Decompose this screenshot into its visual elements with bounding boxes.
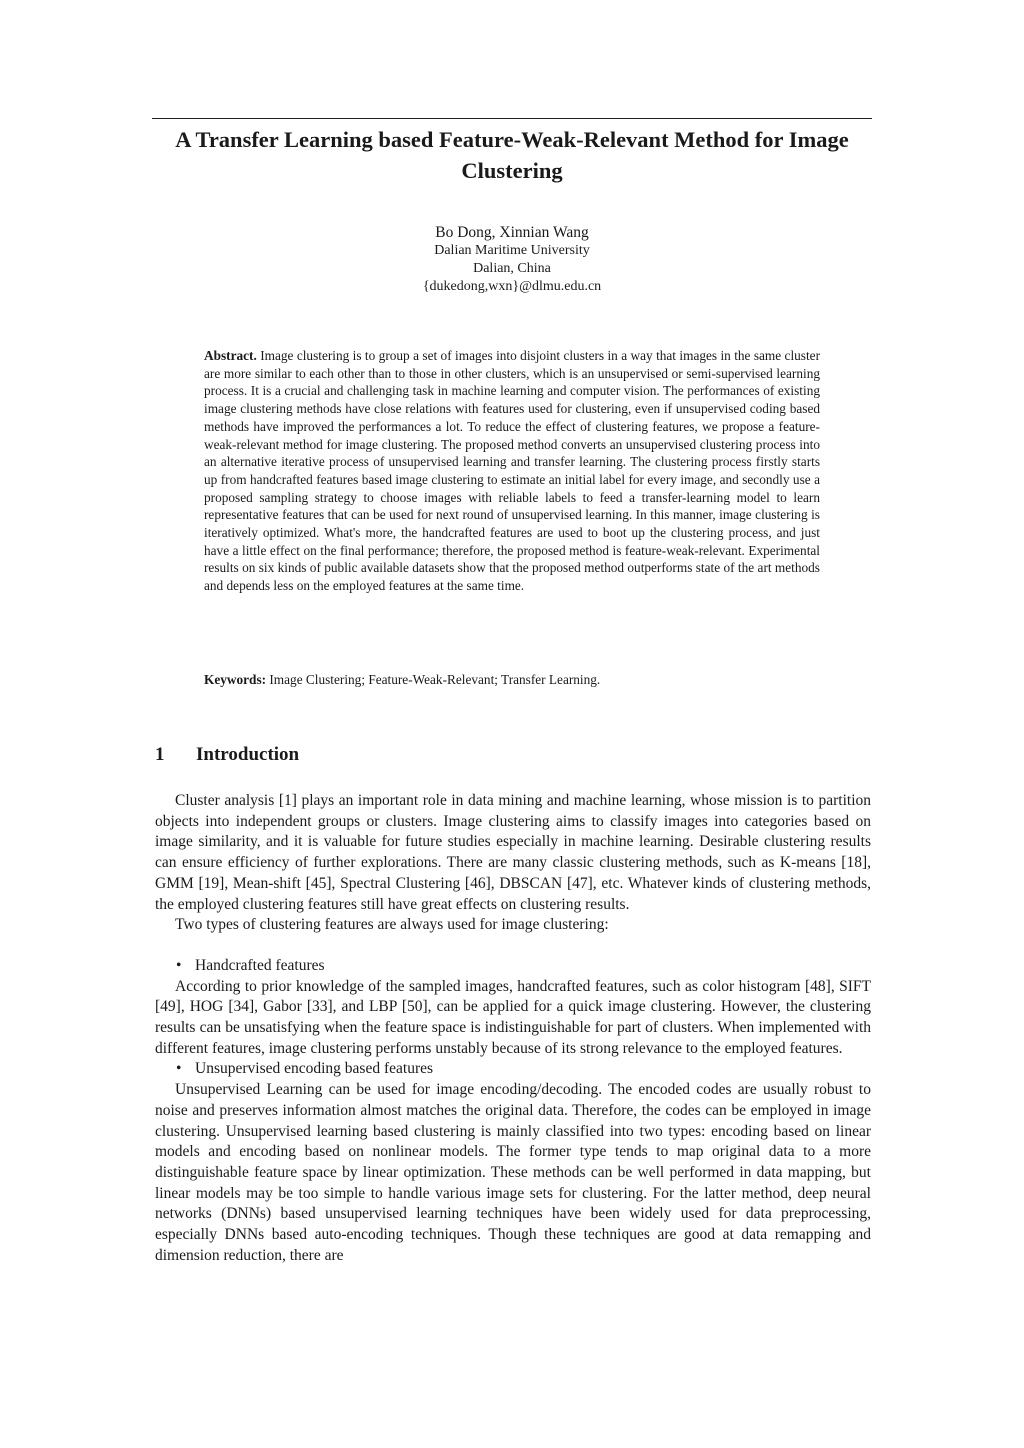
intro-paragraph-1: Cluster analysis [1] plays an important role in data mining and machine learning, whose mission is to partition objects into independent groups or clusters. Image clustering aims to classify images into categories based on image similarity, and it is valuable for future studies especially in machine learning. Desirable clustering results can ensure efficiency of further explorations. There are many classic clustering methods, such as K-means [18], GMM [19], Mean-shift [45], Spectral Clustering [46], DBSCAN [47], etc. Whatever kinds of clustering methods, the employed clustering features still have great effects on clustering results. (155, 792, 871, 913)
bullet-paragraph-unsupervised: Unsupervised Learning can be used for image encoding/decoding. The encoded codes are usually robust to noise and preserves information almost matches the original data. Therefore, the codes can be employed in image clustering. Unsupervised learning based clustering is mainly classified into two types: encoding based on linear models and encoding based on nonlinear models. The former type tends to map original data to a more distinguishable feature space by linear optimization. These methods can be well performed in data mapping, but linear models may be too simple to handle various image sets for clustering. For the latter method, deep neural networks (DNNs) based unsupervised learning techniques have been widely used for data preprocessing, especially DNNs based auto-encoding techniques. Though these techniques are good at data remapping and dimension reduction, there are (155, 1081, 871, 1264)
bullet-icon: • (176, 956, 182, 974)
bullet-title: Handcrafted features (195, 956, 325, 974)
section-body (155, 791, 871, 1266)
abstract-label: Abstract. (204, 348, 257, 363)
keywords (204, 671, 820, 689)
author-names: Bo Dong, Xinnian Wang (435, 224, 589, 241)
bullet-paragraph-handcrafted: According to prior knowledge of the sampled images, handcrafted features, such as color histogram [48], SIFT [49], HOG [34], Gabor [33], and LBP [50], can be applied for a quick image clustering. However, the clustering results can be unsatisfying when the feature space is indistinguishable for part of clusters. When implemented with different features, image clustering performs unstably because of its strong relevance to the employed features. (155, 977, 871, 1057)
bullet-item-handcrafted (155, 956, 871, 977)
bullet-item-unsupervised (155, 1059, 871, 1080)
author-block (152, 223, 872, 296)
abstract-text: Image clustering is to group a set of images into disjoint clusters in a way that images in the same cluster are more similar to each other than to those in other clusters, which is an unsupervised or semi-supervised learning process. It is a crucial and challenging task in machine learning and computer vision. The performances of existing image clustering methods have close relations with features used for clustering, even if unsupervised coding based methods have improved the performances a lot. To reduce the effect of clustering features, we propose a feature-weak-relevant method for image clustering. The proposed method converts an unsupervised clustering process into an alternative iterative process of unsupervised learning and transfer learning. The clustering process firstly starts up from handcrafted features based image clustering to estimate an initial label for every image, and secondly use a proposed sampling strategy to choose images with reliable labels to feed a transfer-learning model to learn representative features that can be used for next round of unsupervised learning. In this manner, image clustering is iteratively optimized. What's more, the handcrafted features are used to boot up the clustering process, and just have a little effect on the final performance; therefore, the proposed method is feature-weak-relevant. Experimental results on six kinds of public available datasets show that the proposed method outperforms state of the art methods and depends less on the employed features at the same time. (204, 348, 821, 594)
section-heading (155, 744, 299, 766)
paper-title: A Transfer Learning based Feature-Weak-Relevant Method for Image Clustering (175, 127, 849, 183)
author-email: {dukedong,wxn}@dlmu.edu.cn (422, 279, 602, 294)
header-rule (152, 118, 872, 119)
paragraph-gap (155, 936, 871, 956)
author-affiliation: Dalian Maritime University (434, 243, 590, 258)
intro-paragraph-2: Two types of clustering features are always used for image clustering: (175, 916, 609, 934)
keywords-label: Keywords: (204, 672, 267, 687)
author-location: Dalian, China (473, 261, 551, 276)
section-title: Introduction (196, 744, 300, 765)
bullet-icon: • (176, 1060, 182, 1078)
section-number: 1 (155, 744, 165, 765)
bullet-title: Unsupervised encoding based features (195, 1060, 434, 1078)
keywords-text: Image Clustering; Feature-Weak-Relevant; Transfer Learning. (269, 672, 601, 687)
abstract (204, 347, 820, 595)
